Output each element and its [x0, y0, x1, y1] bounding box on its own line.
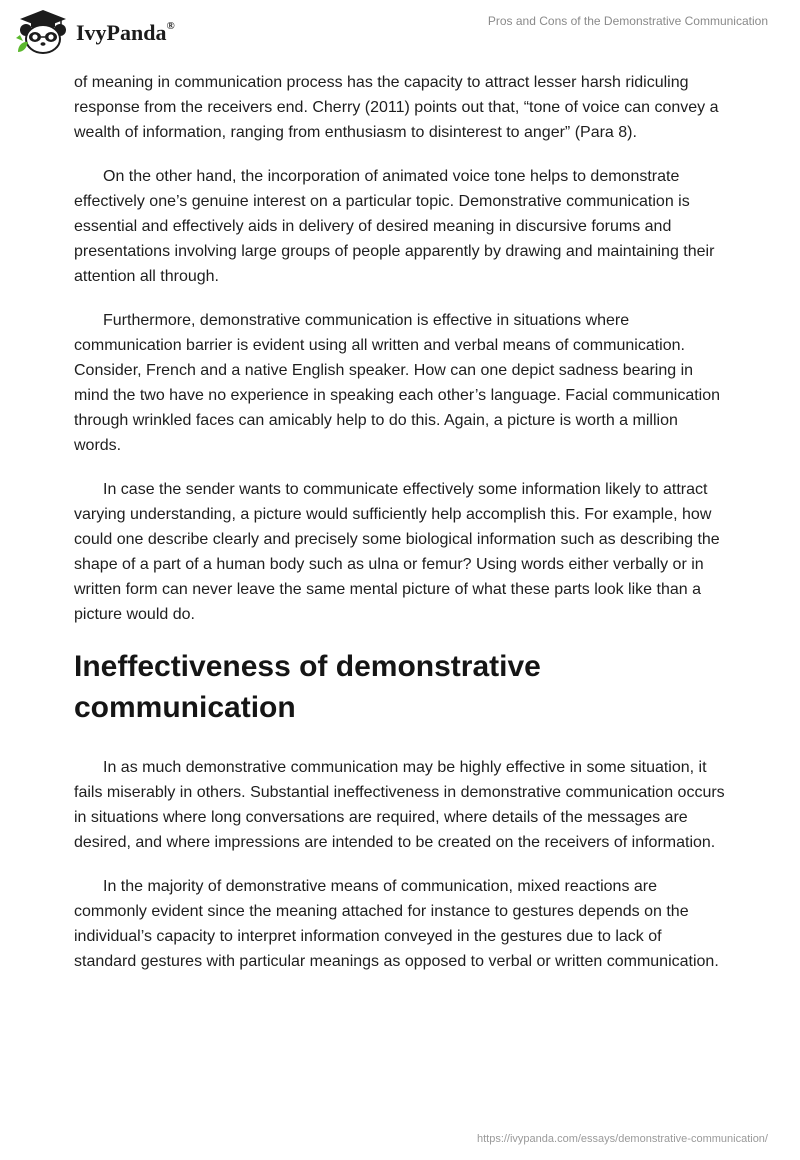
section-heading: Ineffectiveness of demonstrative communication: [74, 650, 541, 724]
logo-wordmark: IvyPanda®: [76, 19, 175, 45]
ivypanda-logo[interactable]: [14, 8, 175, 56]
paragraph: In case the sender wants to communicate effectively some information likely to attract varying understanding, a picture would sufficiently help accomplish this. For example, how could one describe clearly and precisely some biological information such as describing the shape of a part of a human body such as ulna or femur? Using words either verbally or in written form can never leave the same mental picture of what these parts look like than a picture would do.: [74, 481, 720, 623]
paragraph: of meaning in communication process has the capacity to attract lesser harsh ridiculing response from the receivers end. Cherry (2011) points out that, “tone of voice can convey a wealth of information, ranging from enthusiasm to disinterest to anger” (Para 8).: [74, 74, 719, 141]
page-header: [0, 0, 800, 70]
panda-mascot-icon: [14, 8, 72, 56]
source-url[interactable]: https://ivypanda.com/essays/demonstrative-communication/: [476, 1133, 768, 1145]
document-title: Pros and Cons of the Demonstrative Communication: [487, 14, 768, 28]
paragraph: In the majority of demonstrative means of communication, mixed reactions are commonly evident since the meaning attached for instance to gestures depends on the individual’s capacity to interpret information conveyed in the gestures due to lack of standard gestures with particular meanings as opposed to verbal or written communication.: [74, 878, 719, 970]
paragraph: Furthermore, demonstrative communication is effective in situations where communication barrier is evident using all written and verbal means of communication. Consider, French and a native English speaker. How can one depict sadness bearing in mind the two have no experience in speaking each other’s language. Facial communication through wrinkled faces can amicably help to do this. Again, a picture is worth a million words.: [74, 312, 721, 454]
paragraph: In as much demonstrative communication may be highly effective in some situation, it fails miserably in others. Substantial ineffectiveness in demonstrative communication occurs in situations where long conversations are required, where details of the messages are desired, and where impressions are intended to be created on the receivers of information.: [74, 759, 725, 851]
essay-body: [74, 70, 728, 993]
paragraph: On the other hand, the incorporation of animated voice tone helps to demonstrate effectively one’s genuine interest on a particular topic. Demonstrative communication is essential and effectively aids in delivery of desired meaning in discursive forums and presentations involving large groups of people apparently by drawing and maintaining their attention all through.: [74, 168, 715, 285]
registered-mark: ®: [166, 19, 175, 32]
